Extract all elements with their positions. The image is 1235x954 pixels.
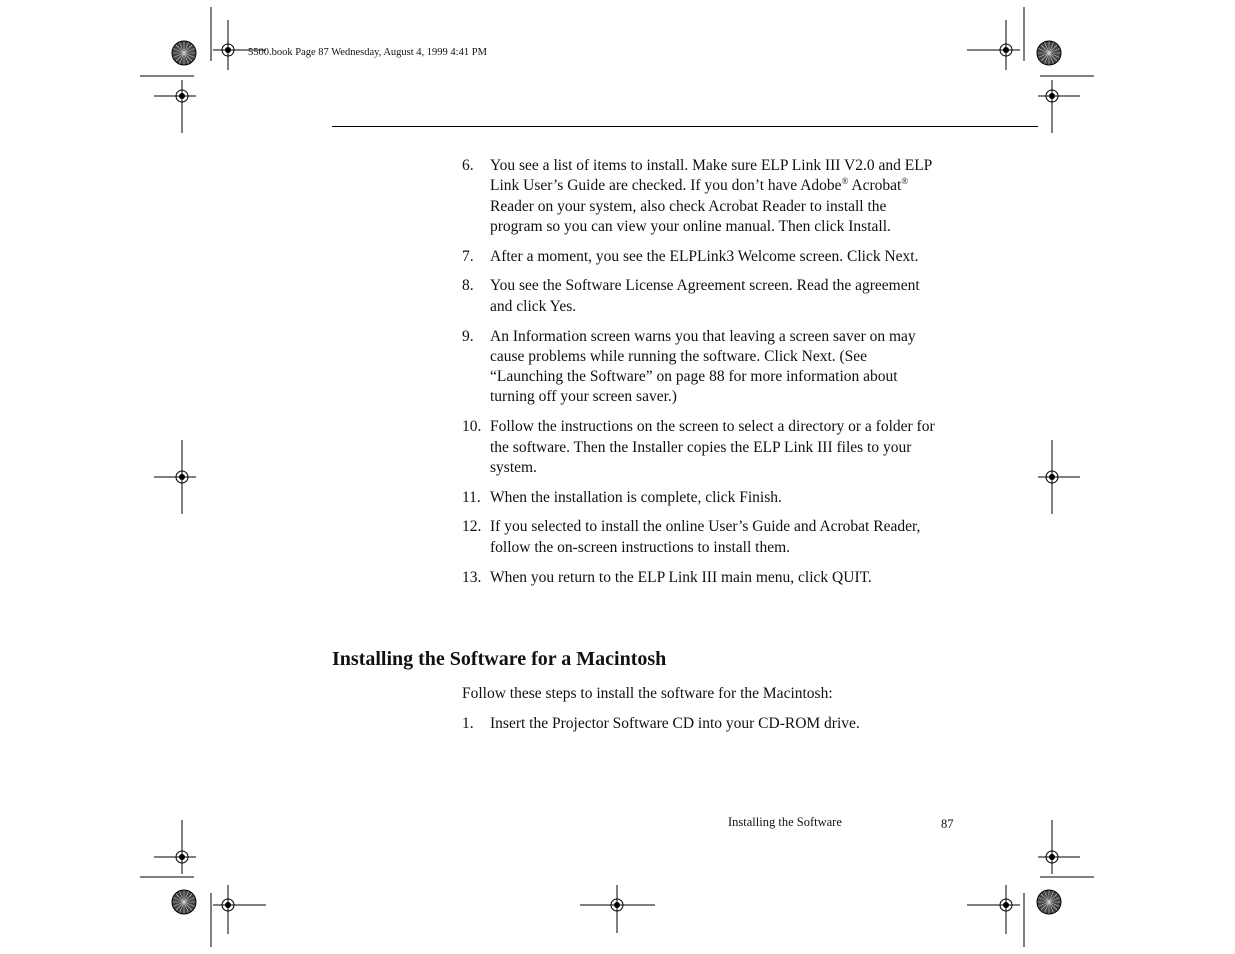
step-text: When the installation is complete, click Finish. [490,488,782,506]
step-number: 13. [462,568,482,586]
list-item [462,714,942,734]
macintosh-install-steps [462,714,942,744]
step-text: You see a list of items to install. Make sure ELP Link III V2.0 and ELP Link User’s Guide are checked. If you don’t have Adobe® Acrobat® Reader on your system, also check Acrobat Reader to install the program so you can view your online manual. Then click Install. [490,157,932,235]
crop-mark-bottom-right [967,820,1094,947]
list-item [462,488,942,508]
list-item [462,276,942,317]
section-heading: Installing the Software for a Macintosh [332,648,667,670]
step-text: An Information screen warns you that leaving a screen saver on may cause problems while running the software. Click Next. (See “Launching the Software” on page 88 for more information about turning off your screen saver.) [490,327,916,406]
step-number: 6. [462,157,474,174]
crop-mark-bottom-center [580,885,655,933]
crop-mark-middle-right [1038,440,1080,514]
step-number: 12. [462,518,482,536]
footer-chapter-title: Installing the Software [728,815,842,829]
step-text: Follow the instructions on the screen to select a directory or a folder for the software. Then the Installer copies the ELP Link III files to your system. [490,418,935,476]
section-intro: Follow these steps to install the software for the Macintosh: [462,685,833,702]
step-text: When you return to the ELP Link III main menu, click QUIT. [490,568,872,586]
step-number: 11. [462,488,481,506]
list-item [462,417,942,478]
step-text: If you selected to install the online User’s Guide and Acrobat Reader, follow the on-screen instructions to install them. [490,518,921,556]
list-item [462,517,942,558]
registered-mark: ® [901,176,909,187]
header-rule [332,126,1038,127]
step-number: 10. [462,418,482,436]
step-number: 8. [462,277,474,295]
list-item [462,327,942,408]
step-number: 1. [462,715,474,732]
step-number: 9. [462,327,474,345]
crop-mark-bottom-left [140,820,266,947]
page-number: 87 [941,817,954,831]
step-text: After a moment, you see the ELPLink3 Welcome screen. Click Next. [490,247,919,265]
registered-mark: ® [841,176,849,187]
list-item [462,568,942,588]
list-item [462,156,942,237]
step-text: You see the Software License Agreement screen. Read the agreement and click Yes. [490,277,920,315]
list-item [462,247,942,267]
step-text: Insert the Projector Software CD into your CD-ROM drive. [490,715,860,732]
crop-mark-top-left [140,7,266,133]
step-number: 7. [462,247,474,265]
print-slug: 5500.book Page 87 Wednesday, August 4, 1999 4:41 PM [248,47,487,58]
crop-mark-top-right [967,7,1094,133]
windows-install-steps [462,156,942,597]
crop-mark-middle-left [154,440,196,514]
